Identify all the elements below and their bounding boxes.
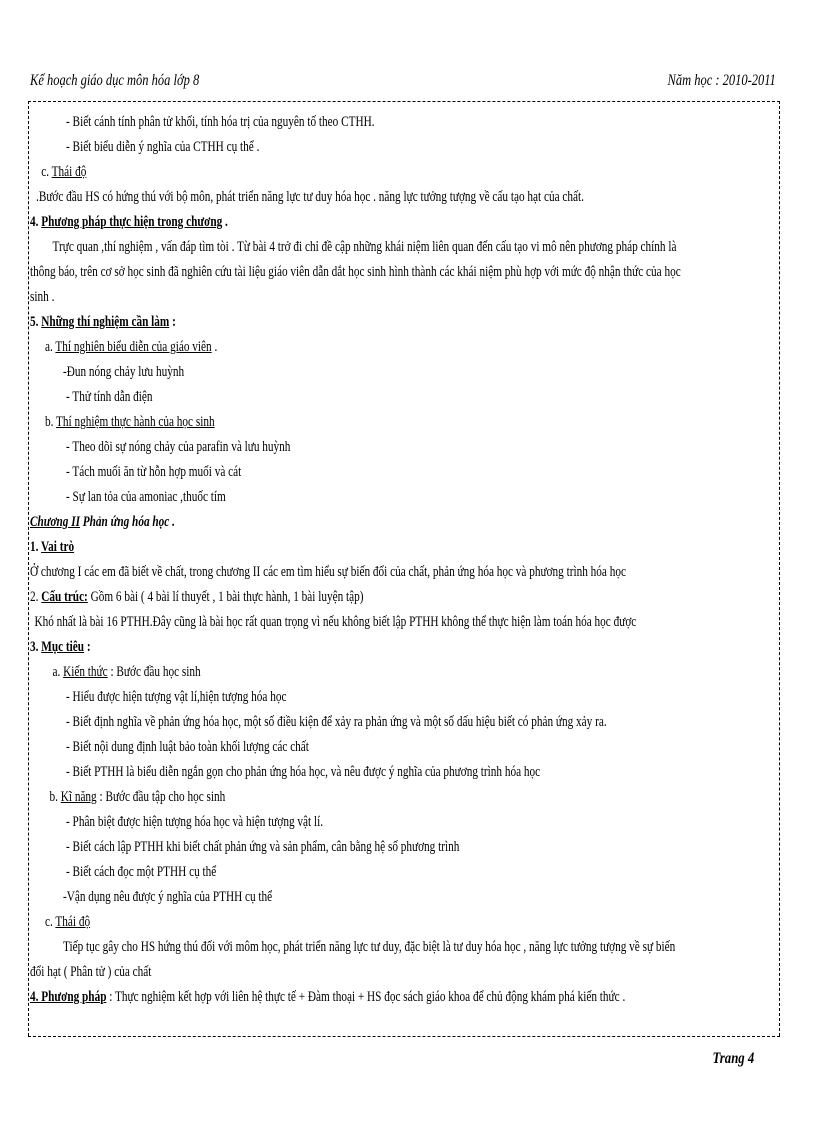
text-line: - Phân biệt được hiện tượng hóa học và hiện tượng vật lí.	[66, 814, 324, 830]
subheading-text: Thí nghiên biểu diễn của giáo viên	[55, 339, 212, 355]
subheading	[50, 787, 226, 807]
paragraph-line: thông báo, trên cơ sở học sinh đã nghiên cứu tài liệu giáo viên dẫn dắt học sinh hình thành các khái niệm phù hợp với mức độ nhận thức của học	[30, 264, 681, 280]
subheading-text: Thí nghiệm thực hành của học sinh	[56, 414, 215, 430]
heading-text: Vai trò	[41, 539, 75, 555]
page-number: Trang 4	[712, 1050, 754, 1067]
page-border-left	[28, 101, 29, 1036]
subheading-text: Kiến thức	[63, 664, 108, 680]
item-number: b.	[49, 789, 61, 805]
item-number: a.	[45, 339, 56, 355]
heading-text: 4. Phương pháp	[30, 989, 107, 1005]
text-line: -Đun nóng chảy lưu huỳnh	[63, 364, 185, 380]
heading-objectives	[30, 637, 91, 657]
item-number: a.	[52, 664, 64, 680]
heading-rest: Gồm 6 bài ( 4 bài lí thuyết , 1 bài thực hành, 1 bài luyện tập)	[87, 589, 364, 605]
paragraph-line: đổi hạt ( Phân tử ) của chất	[30, 964, 152, 980]
item-number: 3.	[30, 639, 42, 655]
chapter-title: Phản ứng hóa học .	[79, 514, 175, 530]
subheading	[45, 912, 90, 932]
heading-attitude	[41, 162, 86, 182]
subheading	[45, 412, 215, 432]
heading-structure	[30, 587, 364, 607]
text-line: - Biết định nghĩa về phản ứng hóa học, một số điều kiện để xảy ra phản ứng và một số dấu hiệu biết có phản ứng xảy ra.	[66, 714, 607, 730]
header-left-title: Kế hoạch giáo dục môn hóa lớp 8	[30, 72, 200, 89]
subheading-rest: : Bước đầu học sinh	[107, 664, 201, 680]
text-line: -Vận dụng nêu được ý nghĩa của PTHH cụ thể	[63, 889, 273, 905]
punctuation: :	[84, 639, 91, 655]
paragraph-line: sinh .	[30, 289, 55, 305]
paragraph-line: Tiếp tục gây cho HS hứng thú đối với môm học, phát triển năng lực tư duy, đặc biệt là tư duy hóa học , năng lực tưởng tượng về sự biến	[63, 939, 676, 955]
heading-experiments	[30, 312, 176, 332]
page-border-top	[28, 101, 780, 102]
heading-method	[30, 212, 228, 232]
text-line: - Biết cánh tính phân tử khối, tính hóa trị của nguyên tố theo CTHH.	[66, 114, 375, 130]
punctuation: .	[211, 339, 218, 355]
punctuation: :	[169, 314, 176, 330]
heading-text: Thái độ	[51, 164, 87, 180]
text-line: - Biết PTHH là biểu diễn ngắn gọn cho phản ứng hóa học, và nêu được ý nghĩa của phương trình hóa học	[66, 764, 541, 780]
text-line: - Biết cách lập PTHH khi biết chất phản ứng và sản phẩm, cân bằng hệ số phương trình	[66, 839, 460, 855]
page-border-right	[779, 101, 780, 1036]
subheading-rest: : Bước đầu tập cho học sinh	[96, 789, 226, 805]
heading-text: Mục tiêu	[41, 639, 85, 655]
page-border-bottom	[28, 1036, 780, 1037]
text-line: .Bước đầu HS có hứng thú với bộ môn, phát triển năng lực tư duy hóa học . năng lực tưởng tượng về cấu tạo hạt của chất.	[36, 189, 584, 205]
text-line: - Theo dõi sự nóng chảy của parafin và lưu huỳnh	[66, 439, 291, 455]
item-number: b.	[45, 414, 57, 430]
text-line: Ở chương I các em đã biết về chất, trong chương II các em tìm hiểu sự biến đổi của chất, phản ứng hóa học và phương trình hóa học	[30, 564, 626, 580]
item-number: 2.	[30, 589, 42, 605]
heading-text: Phương pháp thực hiện trong chương	[41, 214, 223, 230]
text-line: - Biết cách đọc một PTHH cụ thể	[66, 864, 217, 880]
item-number: c.	[41, 164, 52, 180]
heading-text: Những thí nghiệm cần làm	[41, 314, 170, 330]
subheading	[53, 662, 201, 682]
chapter-label: Chương II	[30, 514, 80, 530]
item-number: 4.	[30, 214, 42, 230]
text-line: - Biết biểu diễn ý nghĩa của CTHH cụ thể .	[66, 139, 260, 155]
text-line: - Hiểu được hiện tượng vật lí,hiện tượng hóa học	[66, 689, 287, 705]
heading-approach	[30, 987, 625, 1007]
item-number: 1.	[30, 539, 42, 555]
text-line: - Biết nội dung định luật bảo toàn khối lượng các chất	[66, 739, 309, 755]
subheading-text: Thái độ	[55, 914, 91, 930]
heading-text: Cấu trúc:	[41, 589, 88, 605]
header-school-year: Năm học : 2010-2011	[667, 72, 776, 89]
paragraph-line: Trực quan ,thí nghiệm , vấn đáp tìm tòi . Từ bài 4 trở đi chỉ đề cập những khái niệm liên quan đến cấu tạo vi mô nên phương pháp chính là	[52, 239, 677, 255]
subheading-text: Kĩ năng	[60, 789, 97, 805]
heading-rest: : Thực nghiệm kết hợp với liên hệ thực tế + Đàm thoại + HS đọc sách giáo khoa để chủ động khám phá kiến thức .	[106, 989, 626, 1005]
text-line: - Thử tính dẫn điện	[66, 389, 153, 405]
text-line: Khó nhất là bài 16 PTHH.Đây cũng là bài học rất quan trọng vì nếu không biết lập PTHH không thể thực hiện làm toán hóa học được	[34, 614, 637, 630]
text-line: - Sự lan tỏa của amoniac ,thuốc tím	[66, 489, 226, 505]
subheading	[45, 337, 217, 357]
item-number: 5.	[30, 314, 42, 330]
heading-role	[30, 537, 74, 557]
item-number: c.	[45, 914, 56, 930]
text-line: - Tách muối ăn từ hỗn hợp muối và cát	[66, 464, 242, 480]
chapter-heading	[30, 512, 175, 532]
punctuation: .	[222, 214, 228, 230]
